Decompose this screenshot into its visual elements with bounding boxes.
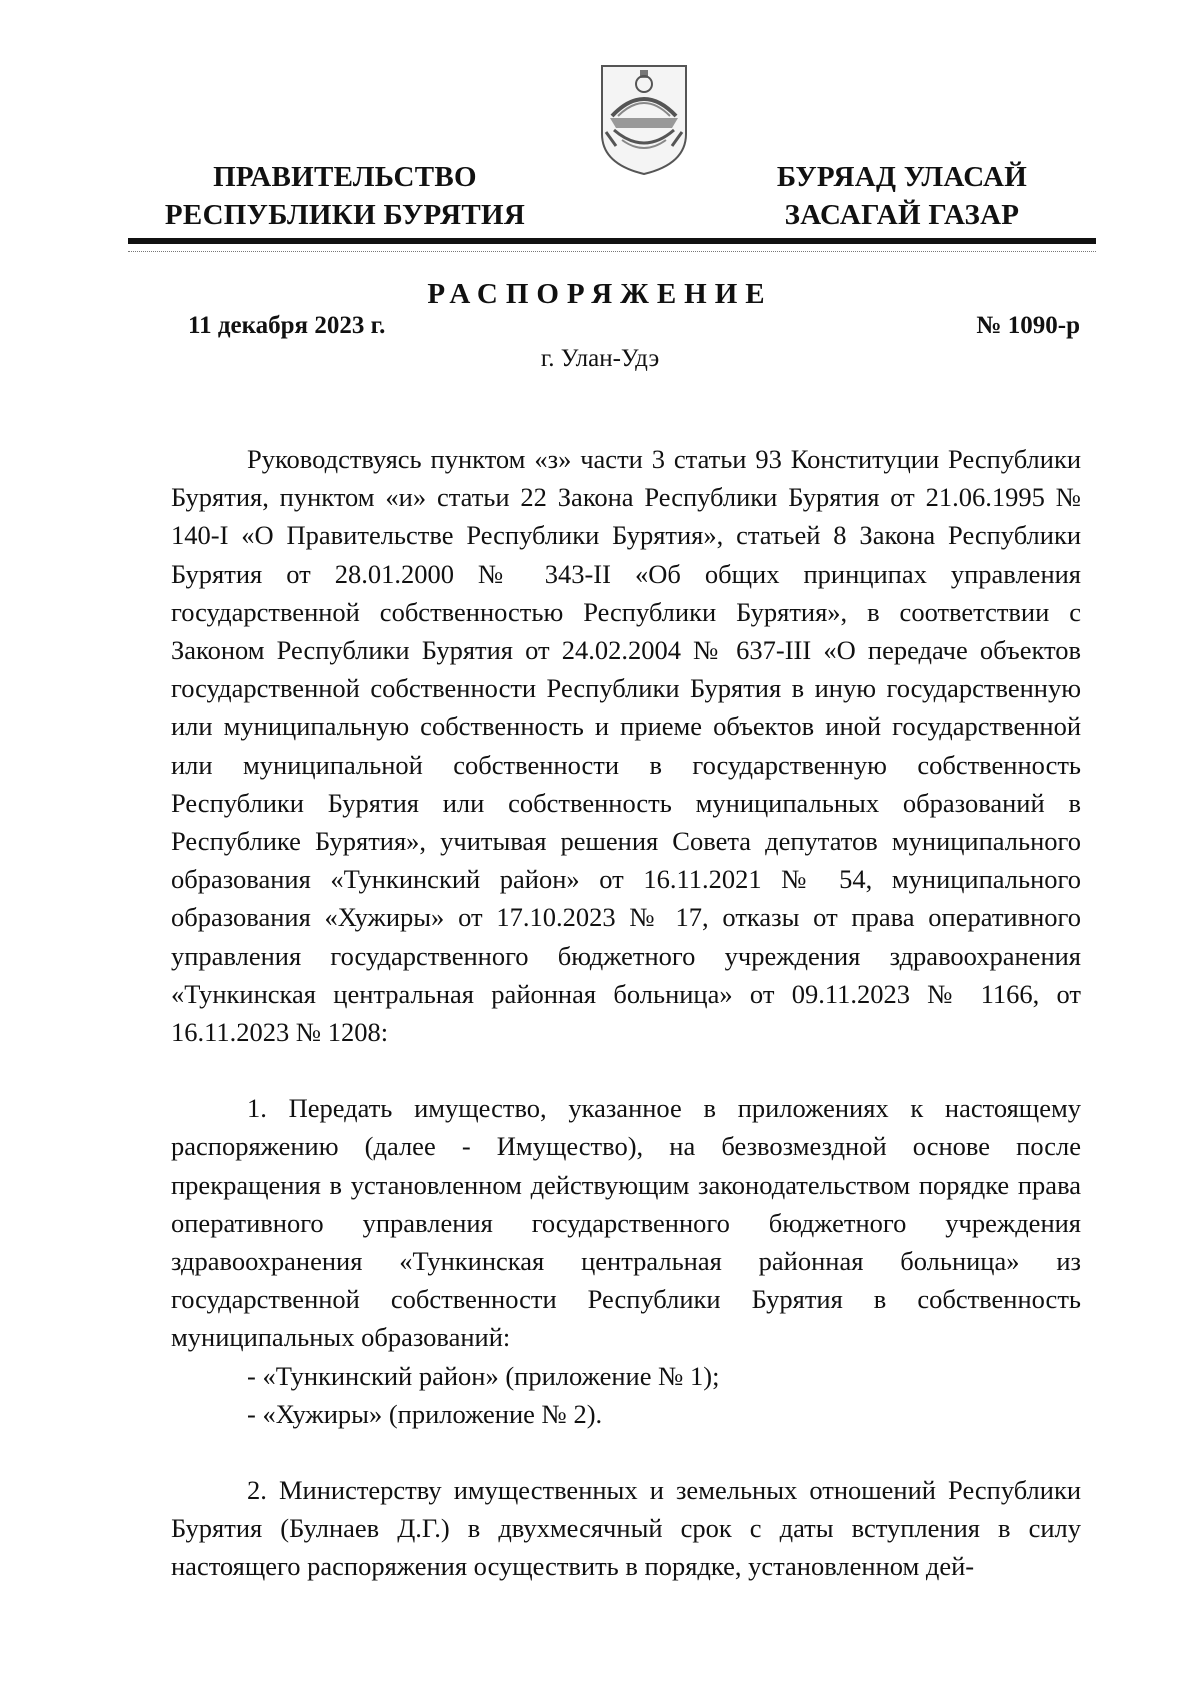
government-name-bua-line1: БУРЯАД УЛАСАЙ bbox=[776, 161, 1028, 193]
document-body bbox=[171, 440, 1081, 1586]
item-1-sub-1: - «Тункинский район» (приложение № 1); bbox=[247, 1360, 720, 1391]
government-name-bua bbox=[732, 158, 1072, 234]
government-name-bua-line2: ЗАСАГАЙ ГАЗАР bbox=[784, 199, 1020, 231]
item-1-sub-2: - «Хужиры» (приложение № 2). bbox=[247, 1398, 603, 1429]
document-city: г. Улан-Удэ bbox=[540, 345, 660, 372]
coat-of-arms-icon bbox=[596, 56, 692, 176]
item-2-paragraph: 2. Министерству имущественных и земельных отношений Республики Бурятия (Булнаев Д.Г.) в двухмесячный срок с даты вступления в силу настоящего распоряжения осуществить в порядке, установленном дей- bbox=[171, 1475, 1081, 1582]
item-1-paragraph: 1. Передать имущество, указанное в приложениях к настоящему распоряжению (далее - Имущество), на безвозмездной основе после прекращения в установленном действующим законодательством порядке права оперативного управления государственного бюджетного учреждения здравоохранения «Тункинская центральная районная больница» из государственной собственности Республики Бурятия в собственность муниципальных образований: bbox=[171, 1093, 1081, 1353]
header-divider-thin bbox=[128, 251, 1096, 252]
government-name-ru bbox=[150, 158, 540, 234]
preamble-paragraph: Руководствуясь пунктом «з» части 3 статьи 93 Конституции Республики Бурятия, пунктом «и» статьи 22 Закона Республики Бурятия от 21.06.1995 № 140-I «О Правительстве Республики Бурятия», статьей 8 Закона Республики Бурятия от 28.01.2000 № 343-II «Об общих принципах управления государственной собственностью Республики Бурятия», в соответствии с Законом Республики Бурятия от 24.02.2004 № 637-III «О передаче объектов государственной собственности Республики Бурятия в иную государственную или муниципальную собственность и приеме объектов иной государственной или муниципальной собственности в государственную собственность Республики Бурятия или собственность муниципальных образований в Республике Бурятия», учитывая решения Совета депутатов муниципального образования «Тункинский район» от 16.11.2021 № 54, муниципального образования «Хужиры» от 17.10.2023 № 17, отказы от права оперативного управления государственного бюджетного учреждения здравоохранения «Тункинская центральная районная больница» от 09.11.2023 № 1166, от 16.11.2023 № 1208: bbox=[171, 444, 1081, 1048]
document-number: № 1090-р bbox=[976, 312, 1080, 339]
document-date: 11 декабря 2023 г. bbox=[188, 312, 386, 339]
header-divider-thick bbox=[128, 238, 1096, 244]
government-name-ru-line2: РЕСПУБЛИКИ БУРЯТИЯ bbox=[164, 199, 526, 231]
document-title: РАСПОРЯЖЕНИЕ bbox=[427, 278, 773, 310]
government-name-ru-line1: ПРАВИТЕЛЬСТВО bbox=[213, 161, 477, 193]
